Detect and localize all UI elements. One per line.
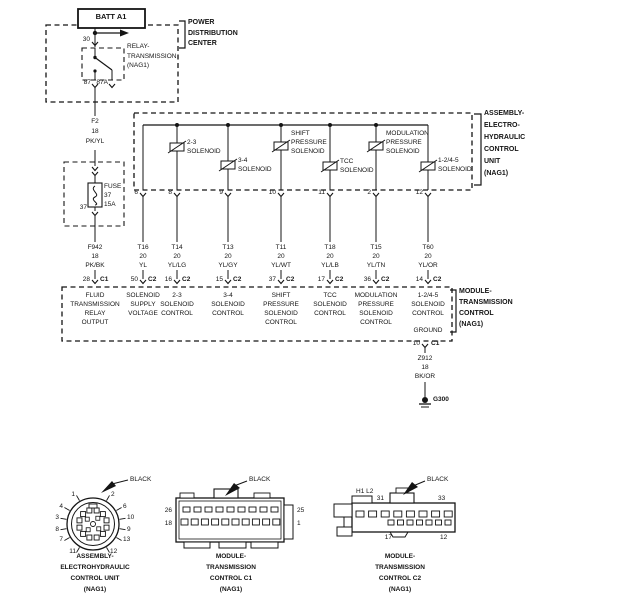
fuse-label-line: 15A [104,201,116,208]
pin-number: 10 [127,514,135,521]
function-label-line: CONTROL [265,319,297,326]
pdc-label-bracket [179,21,185,48]
wire-label-line: YL/LB [321,262,339,269]
c1-pin-cavity [201,519,208,525]
wire-line [107,495,110,500]
function-label-line: CONTROL [412,310,444,317]
fuse-label-line: FUSE [104,183,122,190]
solenoid-label-line: 2-3 [187,139,197,146]
wire-label-line: YL/LG [167,262,187,269]
function-label-line: MODULATION [354,292,398,299]
round-connector-cavity [100,531,105,536]
connector-id: C1 [100,276,109,283]
pin-number: 8 [55,526,59,533]
c1-pin-cavity [238,507,245,512]
connector-id: C2 [433,276,442,283]
round-connector-cavity [77,525,82,530]
wire-line [112,480,128,484]
c1-bottom-tab [219,542,246,548]
pin-number: 31 [376,495,384,502]
wire-label-line: T16 [137,244,149,251]
pin-number: 11 [318,189,325,196]
unit-label-line: CONTROL [484,146,519,153]
terminal-chevron-icon [225,193,231,197]
unit-label-line: HYDRAULIC [484,134,526,141]
wire-label-line: T18 [324,244,336,251]
pin-number: 87A [96,79,108,86]
wire-label-line: YL/TN [366,262,386,269]
wire-label-line: 20 [139,253,147,260]
relay-label-line: RELAY- [127,43,150,50]
pin-number: 13 [123,536,131,543]
round-connector-cavity [81,512,86,517]
pdc-box [46,25,178,102]
function-label-line: 1-2/4-5 [417,292,439,299]
c2-pin-cavity [445,520,451,525]
c1-pin-cavity [183,507,190,512]
terminal-chevron-icon [140,193,146,197]
c1-pin-cavity [205,507,212,512]
wire-label-line: Z912 [417,355,433,362]
c1-pin-cavity [271,507,278,512]
pdc-label-line: DISTRIBUTION [188,29,238,37]
module-label-line: TRANSMISSION [459,299,513,306]
pin-number: 18 [164,520,172,527]
c2-pin-cavity [381,511,389,517]
pin-number: 9 [219,189,223,196]
pin-number: 87 [83,79,91,86]
solenoid-label-line: SOLENOID [187,148,221,155]
c2-pin-cavity [444,511,452,517]
pin-number: 7 [59,536,63,543]
function-label-line: VOLTAGE [128,310,158,317]
round-connector-keyway [89,504,97,508]
wire-label-line: YL/WT [271,262,291,269]
connector-caption-line: CONTROL UNIT [70,575,120,582]
c2-bottom-notch [390,532,408,537]
solenoid-label-line: 3-4 [238,157,248,164]
wire-line [61,518,67,519]
function-label-line: CONTROL [212,310,244,317]
terminal-chevron-icon [140,280,146,284]
fuse-label-line: 37 [104,192,112,199]
wire-label-line: T13 [222,244,234,251]
pin-number: 1 [71,491,75,498]
c1-pin-cavity [263,519,270,525]
round-connector-cavity [104,518,109,523]
c1-bottom-tab [251,542,278,548]
terminal-chevron-icon [225,280,231,284]
connector-id: C2 [286,276,295,283]
connector-id: C1 [431,340,440,347]
pin-number: 10 [268,189,276,196]
c1-pin-cavity [181,519,188,525]
wire-label-line: T11 [275,244,287,251]
solenoid-label-line: 1-2/4-5 [438,157,459,164]
pin-number: 4 [59,503,63,510]
round-connector-cavity [96,516,100,520]
connector-id: C2 [381,276,390,283]
solenoid-label-line: PRESSURE [386,139,422,146]
pdc-label-line: POWER [188,19,215,26]
c2-pin-cavity [398,520,404,525]
terminal-chevron-icon [327,193,333,197]
connector-caption-line: TRANSMISSION [206,564,256,571]
c1-pin-cavity [252,519,259,525]
c2-pin-cavity [406,511,414,517]
wire-label-line: 20 [224,253,232,260]
wire-label-line: PK/YL [85,138,105,145]
terminal-chevron-icon [92,172,98,176]
round-connector-inner [72,503,115,546]
terminal-chevron-icon [278,193,284,197]
pin-number: 2 [111,491,115,498]
terminal-chevron-icon [174,280,180,284]
pin-number: 36 [363,276,371,283]
pin-number: 30 [82,36,90,43]
c2-pin-cavity [356,511,364,517]
c1-pin-cavity [227,507,234,512]
unit-label-line: UNIT [484,158,501,165]
pin-number: 14 [415,276,423,283]
pin-number: 12 [415,189,423,196]
pin-number: 6 [134,189,138,196]
function-label-line: SOLENOID [313,301,347,308]
solenoid-label-line: PRESSURE [291,139,327,146]
wire-label-line: T60 [422,244,434,251]
function-label-line: SOLENOID [126,292,160,299]
wire-label-line: YL [139,262,147,269]
round-connector-cavity [77,518,82,523]
c1-pin-cavity [273,519,280,525]
pin-number: 8 [168,189,172,196]
function-label-line: SOLENOID [264,310,298,317]
wire-label-line: F2 [91,118,99,125]
function-label-line: 3-4 [223,292,233,299]
module-label-line: CONTROL [459,310,494,317]
wire-label-line: T15 [370,244,382,251]
function-label-line: OUTPUT [81,319,109,326]
pin-number: 25 [297,507,305,514]
junction-dot [422,397,428,403]
wire-label-line: 18 [421,364,429,371]
c2-pin-cavity [407,520,413,525]
function-label-line: SOLENOID [359,310,393,317]
pin-number: 17 [384,534,392,541]
c2-pin-cavity [369,511,377,517]
function-label-line: SOLENOID [211,301,245,308]
round-connector-cavity [94,535,99,540]
c1-pin-cavity [212,519,219,525]
terminal-chevron-icon [373,280,379,284]
connector-caption-line: CONTROL C2 [378,575,422,582]
function-label-line: CONTROL [360,319,392,326]
connector-caption-line: (NAG1) [83,586,107,593]
bus-continuation-arrow-icon [120,30,129,37]
unit-label-line: (NAG1) [484,170,509,177]
connector-caption-line: MODULE- [384,553,416,560]
wire-line [77,495,80,500]
connector-caption-line: (NAG1) [219,586,243,593]
pin-row-label: H1 L2 [356,488,374,495]
connector-id: C2 [182,276,191,283]
pin-number: 1 [297,520,301,527]
pin-number: 37 [79,204,87,211]
wire-line [116,538,121,541]
c2-latch [390,493,414,503]
function-label-line: 2-3 [172,292,182,299]
terminal-chevron-icon [92,212,98,216]
unit-label-bracket [474,114,481,185]
connector-id: C2 [233,276,242,283]
terminal-chevron-icon [425,193,431,197]
terminal-chevron-icon [327,280,333,284]
pin-number: 3 [55,514,59,521]
wire-label-line: BK/OR [414,373,436,380]
solenoid-label-line: SOLENOID [386,148,420,155]
c1-top-step [180,493,194,498]
function-label-line: TCC [323,292,337,299]
round-connector-cavity [97,527,101,531]
function-label-line: SOLENOID [411,301,445,308]
terminal-chevron-icon [92,280,98,284]
battery-label: BATT A1 [95,12,127,21]
c1-pin-cavity [260,507,267,512]
c2-pin-cavity [417,520,423,525]
wire-line [116,508,121,511]
pin-number: 16 [164,276,172,283]
connector-id: C2 [148,276,157,283]
c1-pin-cavity [216,507,223,512]
round-connector-cavity [104,525,109,530]
c2-pin-cavity [432,511,440,517]
solenoid-label-line: SOLENOID [438,166,472,173]
c1-pin-cavity [232,519,239,525]
round-connector-cavity [87,535,92,540]
connector-color-label: BLACK [249,476,271,483]
round-connector-cavity [87,508,92,513]
c2-side-lever [334,504,352,517]
terminal-chevron-icon [174,193,180,197]
wire-label-line: 18 [91,253,99,260]
terminal-chevron-icon [92,167,98,171]
wire-label-line: T14 [171,244,183,251]
unit-label-line: ELECTRO- [484,122,520,129]
wire-label-line: 20 [173,253,181,260]
function-label-line: SUPPLY [130,301,156,308]
wire-label-line: 20 [424,253,432,260]
c2-pin-cavity [394,511,402,517]
pin-number: 50 [130,276,138,283]
wire-label-line: YL/GY [218,262,238,269]
module-label-bracket [450,290,456,332]
round-connector-cavity [81,531,86,536]
round-connector-cavity [94,508,99,513]
pin-number: 15 [215,276,223,283]
relay-label-line: (NAG1) [127,62,150,69]
pin-number: 26 [164,507,172,514]
pin-number: 12 [440,534,448,541]
wire-label-line: PK/BK [85,262,105,269]
terminal-chevron-icon [278,280,284,284]
c1-top-step [254,493,270,498]
terminal-chevron-icon [373,193,379,197]
round-connector-cavity [100,512,105,517]
wire-label-line: F942 [87,244,103,251]
pin-number: 33 [438,495,446,502]
wire-line [95,58,112,71]
wire-label-line: 20 [277,253,285,260]
connector-color-label: BLACK [427,476,449,483]
connector-caption-line: ASSEMBLY- [76,553,114,560]
c1-pin-cavity [194,507,201,512]
c1-pin-cavity [191,519,198,525]
pin-number: 28 [82,276,90,283]
pin-number: 17 [317,276,325,283]
round-connector-center [91,522,96,527]
pdc-label-line: CENTER [188,40,217,47]
ground-label: GROUND [413,327,443,334]
solenoid-label-line: SOLENOID [340,167,374,174]
c2-top-step [352,496,372,503]
wire-line [61,529,67,530]
relay-label-line: TRANSMISSION [127,52,177,60]
wire-line [120,518,126,519]
function-label-line: PRESSURE [358,301,394,308]
solenoid-label-line: MODULATION [386,130,429,137]
pin-number: 10 [412,340,420,347]
pin-number: 2 [367,189,371,196]
connector-caption-line: TRANSMISSION [375,564,425,571]
function-label-line: CONTROL [161,310,193,317]
solenoid-label-line: SOLENOID [238,166,272,173]
function-label-line: FLUID [85,292,105,299]
function-label-line: SOLENOID [160,301,194,308]
function-label-line: RELAY [84,310,106,317]
terminal-chevron-icon [425,280,431,284]
solenoid-label-line: TCC [340,158,354,165]
module-label-line: (NAG1) [459,321,484,328]
ground-id: G300 [433,396,449,403]
round-connector-cavity [86,528,90,532]
round-connector-cavity [85,517,89,521]
wire-line [64,508,69,511]
c1-bottom-tab [184,542,210,548]
wire-label-line: YL/OR [418,262,438,269]
c2-pin-cavity [426,520,432,525]
wire-line [64,538,69,541]
connector-caption-line: (NAG1) [388,586,412,593]
function-label-line: TRANSMISSION [70,301,120,308]
unit-label-line: ASSEMBLY- [484,110,525,117]
wire-label-line: 18 [91,128,99,135]
solenoid-label-line: SOLENOID [291,148,325,155]
connector-caption-line: MODULE- [215,553,247,560]
module-label-line: MODULE- [459,288,492,295]
function-label-line: PRESSURE [263,301,299,308]
terminal-chevron-icon [422,344,428,348]
c1-pin-cavity [222,519,229,525]
c2-pin-cavity [436,520,442,525]
wire-label-line: 20 [326,253,334,260]
pin-number: 12 [110,548,118,555]
pin-number: 9 [127,526,131,533]
c1-pin-cavity [249,507,256,512]
connector-caption-line: CONTROL C1 [209,575,253,582]
c2-pin-cavity [388,520,394,525]
terminal-chevron-icon [109,84,115,88]
solenoid-label-line: SHIFT [291,130,310,137]
c2-pin-cavity [419,511,427,517]
c2-side-lever [337,527,352,536]
c1-side-piece [284,505,293,539]
pin-number: 6 [123,503,127,510]
connector-color-label: BLACK [130,476,152,483]
c2-connector-body [352,503,455,532]
function-label-line: CONTROL [314,310,346,317]
wire-line [120,529,126,530]
wire-line [77,547,80,552]
wire-label-line: 20 [372,253,380,260]
function-label-line: SHIFT [271,292,291,299]
pin-number: 37 [268,276,276,283]
connector-id: C2 [335,276,344,283]
c1-pin-cavity [242,519,249,525]
connector-caption-line: ELECTROHYDRAULIC [60,564,130,571]
pin-number: 11 [69,548,76,555]
